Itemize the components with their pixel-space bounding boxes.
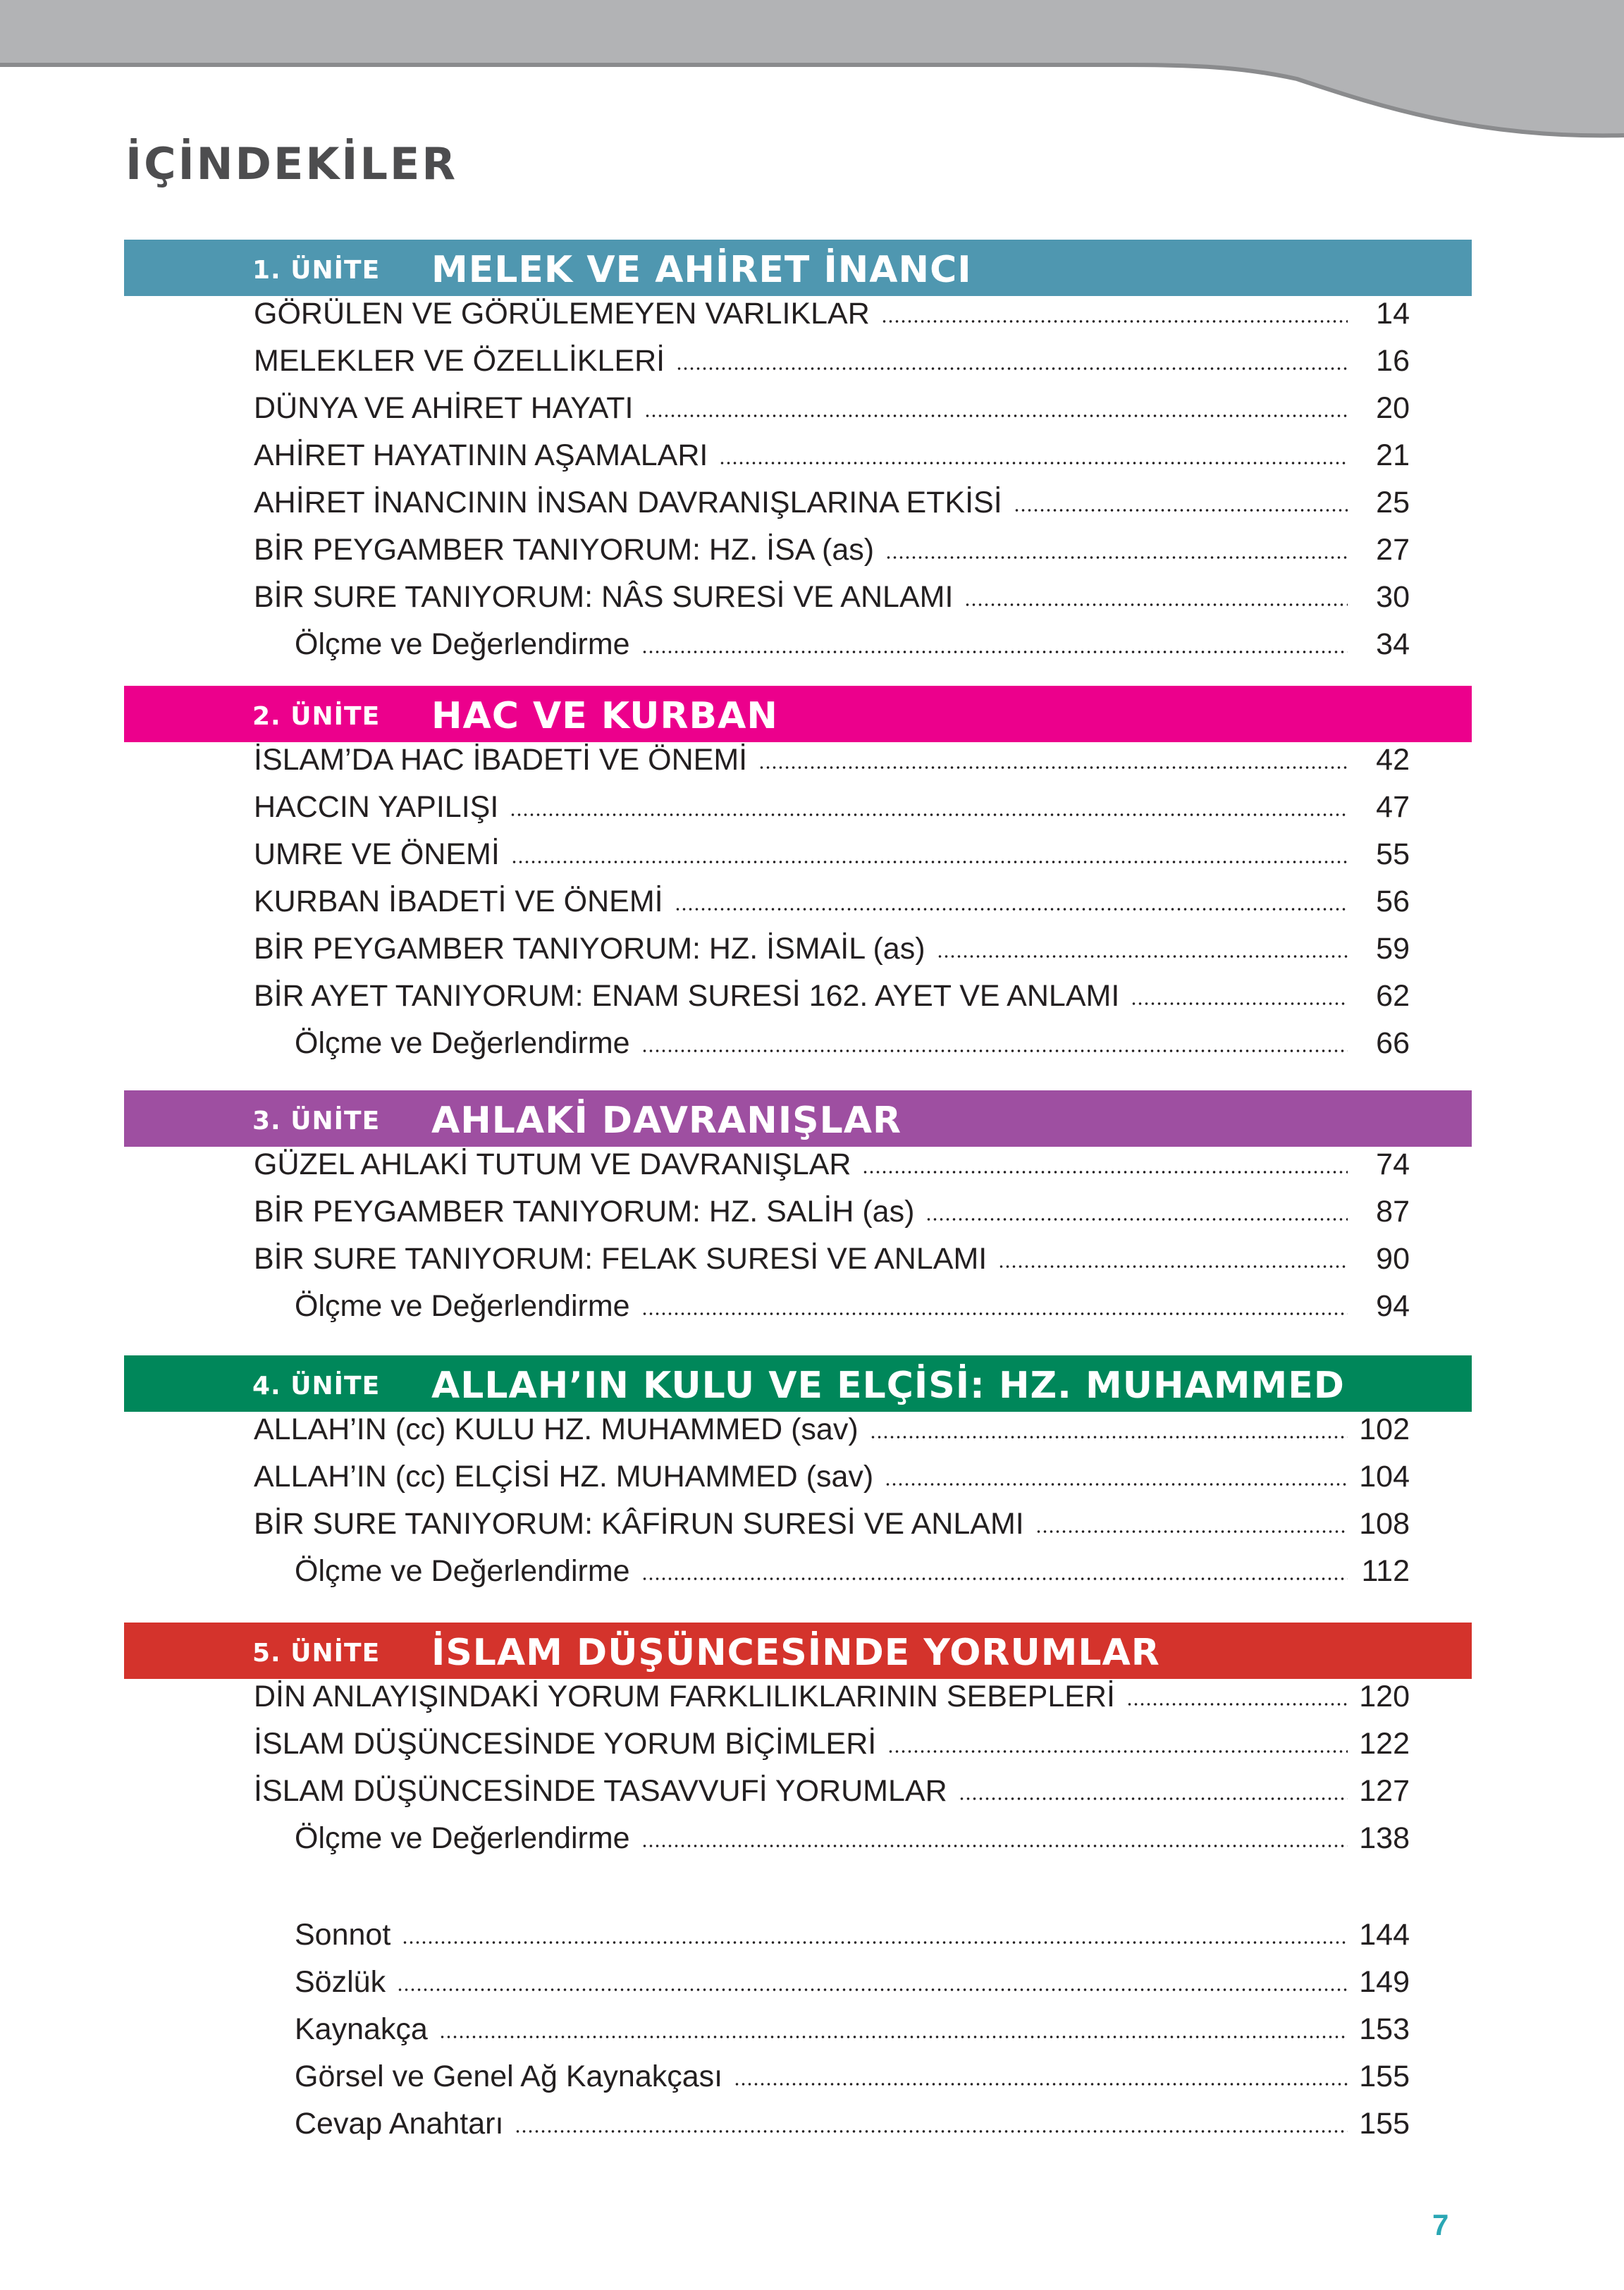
toc-entry-assessment[interactable] xyxy=(295,1815,1410,1856)
dot-leader xyxy=(641,1845,1348,1847)
dot-leader xyxy=(402,1941,1348,1944)
toc-entry[interactable] xyxy=(254,1768,1410,1809)
unit-number: 3. ÜNİTE xyxy=(252,1107,381,1135)
toc-entry-label: UMRE VE ÖNEMİ xyxy=(254,837,500,871)
toc-entry-label: BİR PEYGAMBER TANIYORUM: HZ. İSA (as) xyxy=(254,533,875,567)
toc-entry[interactable] xyxy=(254,1720,1410,1761)
toc-entry-label: ALLAH’IN (cc) KULU HZ. MUHAMMED (sav) xyxy=(254,1412,859,1446)
toc-entry-page: 20 xyxy=(1376,391,1410,425)
toc-entry-label: MELEKLER VE ÖZELLİKLERİ xyxy=(254,344,665,378)
unit-title: AHLAKİ DAVRANIŞLAR xyxy=(431,1100,902,1142)
toc-entry-label: BİR AYET TANIYORUM: ENAM SURESİ 162. AYET VE ANLAMI xyxy=(254,979,1120,1013)
dot-leader xyxy=(964,603,1348,606)
dot-leader xyxy=(675,908,1348,911)
toc-entry-label: AHİRET İNANCININ İNSAN DAVRANIŞLARINA ETKİSİ xyxy=(254,486,1002,519)
dot-leader xyxy=(641,651,1348,653)
dot-leader xyxy=(1014,509,1348,512)
toc-entry-label: BİR PEYGAMBER TANIYORUM: HZ. SALİH (as) xyxy=(254,1195,915,1229)
toc-entry-label: İSLAM DÜŞÜNCESİNDE TASAVVUFİ YORUMLAR xyxy=(254,1774,947,1808)
toc-entry-assessment[interactable] xyxy=(295,621,1410,662)
back-matter-entry[interactable] xyxy=(295,2053,1410,2094)
unit-header-3 xyxy=(124,1090,1472,1147)
toc-entry[interactable] xyxy=(254,878,1410,919)
dot-leader xyxy=(998,1265,1348,1268)
dot-leader xyxy=(885,1483,1348,1486)
toc-entry[interactable] xyxy=(254,784,1410,825)
toc-entry-page: 144 xyxy=(1359,1918,1410,1952)
toc-entry-label: İSLAM’DA HAC İBADETİ VE ÖNEMİ xyxy=(254,743,748,777)
toc-entry[interactable] xyxy=(254,1673,1410,1714)
toc-entry-label: DİN ANLAYIŞINDAKİ YORUM FARKLILIKLARININ SEBEPLERİ xyxy=(254,1680,1115,1713)
dot-leader xyxy=(641,1312,1348,1315)
toc-entry-label: BİR PEYGAMBER TANIYORUM: HZ. İSMAİL (as) xyxy=(254,932,925,966)
toc-entry[interactable] xyxy=(254,1453,1410,1494)
dot-leader xyxy=(1131,1002,1348,1005)
dot-leader xyxy=(676,367,1348,370)
toc-entry-page: 122 xyxy=(1359,1727,1410,1761)
toc-entry[interactable] xyxy=(254,290,1410,331)
unit-title: ALLAH’IN KULU VE ELÇİSİ: HZ. MUHAMMED xyxy=(431,1365,1345,1407)
dot-leader xyxy=(439,2036,1348,2038)
dot-leader xyxy=(925,1218,1348,1221)
toc-entry-page: 94 xyxy=(1376,1289,1410,1323)
dot-leader xyxy=(959,1797,1348,1800)
toc-entry-label: Sonnot xyxy=(295,1918,391,1952)
toc-entry[interactable] xyxy=(254,1501,1410,1541)
toc-entry-page: 87 xyxy=(1376,1195,1410,1229)
dot-leader xyxy=(641,1049,1348,1052)
toc-entry-label: Görsel ve Genel Ağ Kaynakçası xyxy=(295,2060,723,2093)
toc-entry-label: Kaynakça xyxy=(295,2012,428,2046)
unit-header-1 xyxy=(124,240,1472,296)
back-matter-entry[interactable] xyxy=(295,1912,1410,1952)
toc-entry[interactable] xyxy=(254,338,1410,378)
toc-entry-label: İSLAM DÜŞÜNCESİNDE YORUM BİÇİMLERİ xyxy=(254,1727,877,1761)
toc-entry-page: 34 xyxy=(1376,627,1410,661)
dot-leader xyxy=(1035,1530,1348,1533)
toc-entry-label: Sözlük xyxy=(295,1965,386,1999)
page-title: İÇİNDEKİLER xyxy=(125,138,458,190)
toc-entry-page: 155 xyxy=(1359,2107,1410,2141)
dot-leader xyxy=(397,1988,1348,1991)
toc-entry-page: 55 xyxy=(1376,837,1410,871)
unit-number: 5. ÜNİTE xyxy=(252,1639,381,1668)
toc-entry-label: AHİRET HAYATININ AŞAMALARI xyxy=(254,438,708,472)
toc-entry-label: GÖRÜLEN VE GÖRÜLEMEYEN VARLIKLAR xyxy=(254,297,870,331)
unit-number: 4. ÜNİTE xyxy=(252,1372,381,1401)
toc-entry[interactable] xyxy=(254,527,1410,567)
toc-entry-label: GÜZEL AHLAKİ TUTUM VE DAVRANIŞLAR xyxy=(254,1147,851,1181)
toc-entry-assessment[interactable] xyxy=(295,1020,1410,1061)
dot-leader xyxy=(937,955,1348,958)
unit-header-5 xyxy=(124,1623,1472,1679)
toc-entry-page: 16 xyxy=(1376,344,1410,378)
toc-entry-page: 27 xyxy=(1376,533,1410,567)
toc-entry-page: 104 xyxy=(1359,1460,1410,1494)
dot-leader xyxy=(644,414,1348,417)
toc-entry[interactable] xyxy=(254,574,1410,615)
back-matter-entry[interactable] xyxy=(295,1959,1410,2000)
toc-entry-label: ALLAH’IN (cc) ELÇİSİ HZ. MUHAMMED (sav) xyxy=(254,1460,874,1494)
unit-title: MELEK VE AHİRET İNANCI xyxy=(431,249,972,291)
unit-number: 2. ÜNİTE xyxy=(252,702,381,731)
toc-entry-label: Ölçme ve Değerlendirme xyxy=(295,1289,630,1323)
toc-entry[interactable] xyxy=(254,925,1410,966)
dot-leader xyxy=(870,1436,1348,1439)
dot-leader xyxy=(887,1750,1348,1753)
toc-entry-page: 47 xyxy=(1376,790,1410,824)
toc-entry-label: HACCIN YAPILIŞI xyxy=(254,790,499,824)
toc-entry[interactable] xyxy=(254,1141,1410,1182)
toc-entry[interactable] xyxy=(254,1236,1410,1276)
unit-header-4 xyxy=(124,1355,1472,1412)
toc-entry-label: Ölçme ve Değerlendirme xyxy=(295,1026,630,1060)
toc-entry-label: BİR SURE TANIYORUM: KÂFİRUN SURESİ VE ANLAMI xyxy=(254,1507,1024,1541)
toc-entry[interactable] xyxy=(254,737,1410,777)
toc-entry[interactable] xyxy=(254,973,1410,1014)
toc-entry-page: 62 xyxy=(1376,979,1410,1013)
dot-leader xyxy=(734,2083,1348,2086)
dot-leader xyxy=(511,861,1348,863)
unit-title: HAC VE KURBAN xyxy=(431,695,778,737)
toc-entry-page: 21 xyxy=(1376,438,1410,472)
toc-entry[interactable] xyxy=(254,1188,1410,1229)
toc-entry-assessment[interactable] xyxy=(295,1283,1410,1324)
toc-entry-page: 138 xyxy=(1359,1821,1410,1855)
toc-entry-page: 30 xyxy=(1376,580,1410,614)
back-matter-entry[interactable] xyxy=(295,2100,1410,2141)
toc-entry[interactable] xyxy=(254,479,1410,520)
toc-entry-label: Ölçme ve Değerlendirme xyxy=(295,1554,630,1588)
dot-leader xyxy=(862,1171,1348,1174)
back-matter-entry[interactable] xyxy=(295,2006,1410,2047)
toc-entry-label: Ölçme ve Değerlendirme xyxy=(295,1821,630,1855)
unit-title: İSLAM DÜŞÜNCESİNDE YORUMLAR xyxy=(431,1632,1160,1674)
toc-entry[interactable] xyxy=(254,1406,1410,1447)
toc-entry-page: 102 xyxy=(1359,1412,1410,1446)
toc-entry-page: 59 xyxy=(1376,932,1410,966)
dot-leader xyxy=(1126,1703,1348,1706)
toc-entry-label: Cevap Anahtarı xyxy=(295,2107,504,2141)
toc-entry-page: 127 xyxy=(1359,1774,1410,1808)
toc-entry[interactable] xyxy=(254,385,1410,426)
page-number: 7 xyxy=(1432,2208,1449,2241)
dot-leader xyxy=(515,2130,1348,2133)
toc-entry-label: Ölçme ve Değerlendirme xyxy=(295,627,630,661)
toc-entry-label: BİR SURE TANIYORUM: NÂS SURESİ VE ANLAMI xyxy=(254,580,954,614)
toc-entry-page: 14 xyxy=(1376,297,1410,331)
unit-header-2 xyxy=(124,686,1472,742)
dot-leader xyxy=(885,556,1348,559)
dot-leader xyxy=(881,320,1348,323)
toc-entry-page: 149 xyxy=(1359,1965,1410,1999)
dot-leader xyxy=(758,766,1348,769)
dot-leader xyxy=(719,462,1348,464)
toc-entry-page: 153 xyxy=(1359,2012,1410,2046)
dot-leader xyxy=(510,813,1348,816)
toc-entry-label: KURBAN İBADETİ VE ÖNEMİ xyxy=(254,885,663,918)
toc-entry-page: 112 xyxy=(1361,1554,1410,1588)
toc-entry-label: BİR SURE TANIYORUM: FELAK SURESİ VE ANLAMI xyxy=(254,1242,988,1276)
toc-entry-page: 66 xyxy=(1376,1026,1410,1060)
toc-entry-assessment[interactable] xyxy=(295,1548,1410,1589)
toc-entry-page: 56 xyxy=(1376,885,1410,918)
toc-entry[interactable] xyxy=(254,831,1410,872)
toc-entry-page: 42 xyxy=(1376,743,1410,777)
toc-entry-page: 25 xyxy=(1376,486,1410,519)
toc-entry-page: 108 xyxy=(1359,1507,1410,1541)
toc-entry-page: 155 xyxy=(1359,2060,1410,2093)
toc-entry-page: 90 xyxy=(1376,1242,1410,1276)
dot-leader xyxy=(641,1577,1348,1580)
toc-entry-label: DÜNYA VE AHİRET HAYATI xyxy=(254,391,634,425)
toc-entry-page: 74 xyxy=(1376,1147,1410,1181)
toc-entry-page: 120 xyxy=(1359,1680,1410,1713)
toc-entry[interactable] xyxy=(254,432,1410,473)
unit-number: 1. ÜNİTE xyxy=(252,256,381,285)
